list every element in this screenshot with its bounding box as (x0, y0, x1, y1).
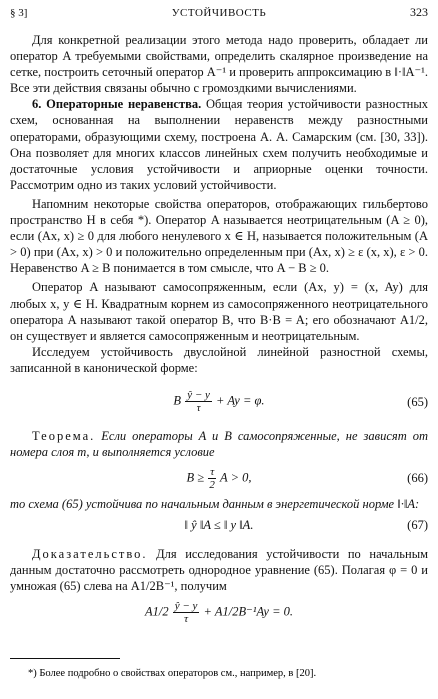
equation-65 (10, 384, 428, 420)
eq66-denominator: 2 (209, 478, 215, 491)
theorem-label: Теорема. (32, 428, 96, 443)
equation-67 (10, 512, 428, 538)
running-header (10, 6, 428, 20)
theorem-text: Если операторы A и B самосопряженные, не зависят от номера слоя m, и выполняется условие (10, 428, 428, 460)
eq68-fraction (173, 600, 200, 625)
page-number: 323 (410, 5, 428, 19)
equation-number-66: (66) (407, 471, 428, 486)
paragraph-text: Общая теория устойчивости разностных схем, основанная на выполнении неравенств между разностными операторами, образующими схему, построена А. А. Самарским (см. [30, 33]). Она позволяет для многих классов линейных схем получить необходимые и достаточные условия устойчивости и априорные оценки точности. Рассмотрим одно из таких условий устойчивости. (10, 97, 429, 192)
eq65-denominator: τ (196, 402, 201, 415)
equation-number-67: (67) (407, 518, 428, 533)
equation-66 (10, 460, 428, 496)
theorem-conclusion: то схема (65) устойчива по начальным данным в энергетической норме ‖·‖A: (10, 497, 420, 512)
eq67-expression: ‖ ŷ ‖A ≤ ‖ y ‖A. (184, 518, 254, 533)
eq68-denominator: τ (184, 613, 189, 626)
eq68-pre: A1/2 (144, 604, 169, 619)
footnote: *) Более подробно о свойствах операторов см., например, в [20]. (28, 668, 317, 679)
paragraph-self-adjoint: Оператор A называют самосопряженным, если (Ax, y) = (x, Ay) для любых x, y ∈ H. Квадратным корнем из самосопряженного неотрицательного оператора A называют такой оператор B, что B·B = A; его обозначают A1/2, он существует и является самосопряженным и неотрицательным. (10, 280, 428, 343)
equation-number-65: (65) (407, 394, 428, 409)
eq66-fraction (208, 466, 216, 491)
proof-text: Для исследования устойчивости по начальным данным достаточно рассмотреть однородное уравнение (65). Полагая φ = 0 и умножая (65) слева на A1/2B⁻¹, получим (10, 547, 428, 594)
running-title: УСТОЙЧИВОСТЬ (171, 7, 267, 19)
eq68-numerator: ŷ − y (174, 600, 198, 613)
proof (10, 546, 428, 594)
paragraph-operator-inequalities (10, 96, 428, 193)
footnote-divider (10, 658, 120, 659)
theorem (10, 428, 428, 460)
subsection-heading: 6. Операторные неравенства. (32, 97, 202, 112)
eq65-rest: + Ay = φ. (216, 393, 265, 408)
eq66-numerator: τ (210, 465, 215, 478)
paragraph-operator-properties: Напомним некоторые свойства операторов, отображающих гильбертово пространство H в себя *). Оператор A называется неотрицательным (A ≥ 0), если (Ax, x) ≥ 0 для любого ненулевого x ∈ H, называется положительным (A > 0) при (Ax, x) > 0 и положительно определенным при (Ax, x) ≥ ε (x, x), ε > 0. Неравенство A ≥ B понимается в том смысле, что A − B ≥ 0. (10, 196, 428, 276)
eq65-lhs: B (173, 393, 182, 408)
section-marker: § 3] (10, 7, 28, 19)
equation-unnumbered (10, 595, 428, 631)
paragraph-method: Для конкретной реализации этого метода надо проверить, обладает ли оператор A требуемыми свойствами, определить скалярное произведение на сетке, построить сеточный оператор A⁻¹ и проверить аппроксимацию в ‖·‖A⁻¹. Все эти действия связаны обычно с громоздкими вычислениями. (10, 33, 428, 96)
eq65-fraction (185, 389, 212, 414)
proof-label: Доказательство. (32, 547, 148, 562)
eq66-lhs: B ≥ (186, 470, 205, 485)
eq66-rhs: A > 0, (220, 470, 252, 485)
eq68-post: + A1/2B⁻¹Ay = 0. (203, 604, 294, 619)
paragraph-scheme: Исследуем устойчивость двуслойной линейной разностной схемы, записанной в канонической форме: (10, 344, 428, 375)
eq65-numerator: ŷ − y (187, 389, 210, 402)
